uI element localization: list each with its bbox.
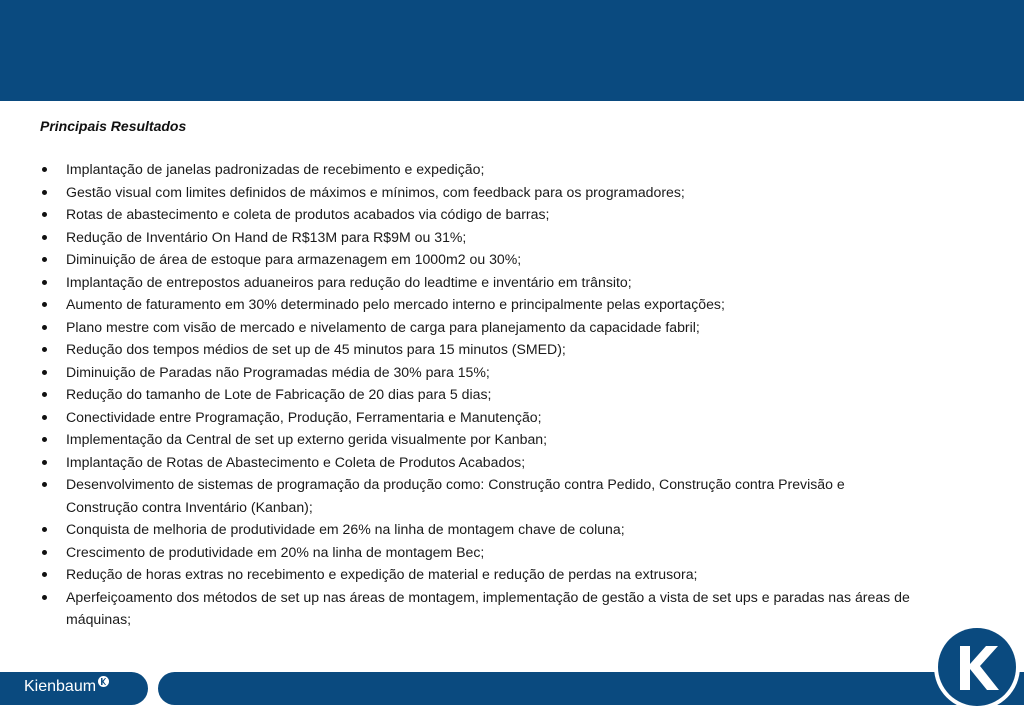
list-item: Crescimento de produtividade em 20% na linha de montagem Bec; — [40, 541, 920, 564]
kienbaum-k-logo-icon — [938, 628, 1016, 706]
top-banner — [0, 0, 1024, 101]
list-item: Rotas de abastecimento e coleta de produtos acabados via código de barras; — [40, 203, 920, 226]
section-heading: Principais Resultados — [40, 118, 187, 134]
brand-name: Kienbaum — [24, 678, 97, 695]
list-item: Implantação de Rotas de Abastecimento e Coleta de Produtos Acabados; — [40, 451, 920, 474]
list-item: Redução de Inventário On Hand de R$13M para R$9M ou 31%; — [40, 226, 920, 249]
k-letter-icon — [938, 628, 1016, 706]
list-item: Gestão visual com limites definidos de máximos e mínimos, com feedback para os programadores; — [40, 181, 920, 204]
list-item: Aperfeiçoamento dos métodos de set up nas áreas de montagem, implementação de gestão a vista de set ups e paradas nas áreas de máquinas; — [40, 586, 920, 631]
list-item: Aumento de faturamento em 30% determinado pelo mercado interno e principalmente pelas exportações; — [40, 293, 920, 316]
list-item: Redução do tamanho de Lote de Fabricação de 20 dias para 5 dias; — [40, 383, 920, 406]
list-item: Implantação de janelas padronizadas de recebimento e expedição; — [40, 158, 920, 181]
list-item: Desenvolvimento de sistemas de programação da produção como: Construção contra Pedido, Construção contra Previsão e Construção contra Inventário (Kanban); — [40, 473, 920, 518]
list-item: Conectividade entre Programação, Produção, Ferramentaria e Manutenção; — [40, 406, 920, 429]
brand-logo — [24, 678, 109, 696]
list-item: Redução de horas extras no recebimento e expedição de material e redução de perdas na extrusora; — [40, 563, 920, 586]
list-item: Plano mestre com visão de mercado e nivelamento de carga para planejamento da capacidade fabril; — [40, 316, 920, 339]
list-item: Diminuição de Paradas não Programadas média de 30% para 15%; — [40, 361, 920, 384]
footer-bar-right — [158, 672, 1024, 705]
list-item: Redução dos tempos médios de set up de 45 minutos para 15 minutos (SMED); — [40, 338, 920, 361]
list-item: Conquista de melhoria de produtividade em 26% na linha de montagem chave de coluna; — [40, 518, 920, 541]
results-list — [40, 158, 920, 631]
list-item: Implantação de entrepostos aduaneiros para redução do leadtime e inventário em trânsito; — [40, 271, 920, 294]
brand-mark-icon — [98, 676, 109, 687]
list-item: Implementação da Central de set up externo gerida visualmente por Kanban; — [40, 428, 920, 451]
footer — [0, 666, 1024, 709]
list-item: Diminuição de área de estoque para armazenagem em 1000m2 ou 30%; — [40, 248, 920, 271]
results-section — [40, 118, 920, 631]
